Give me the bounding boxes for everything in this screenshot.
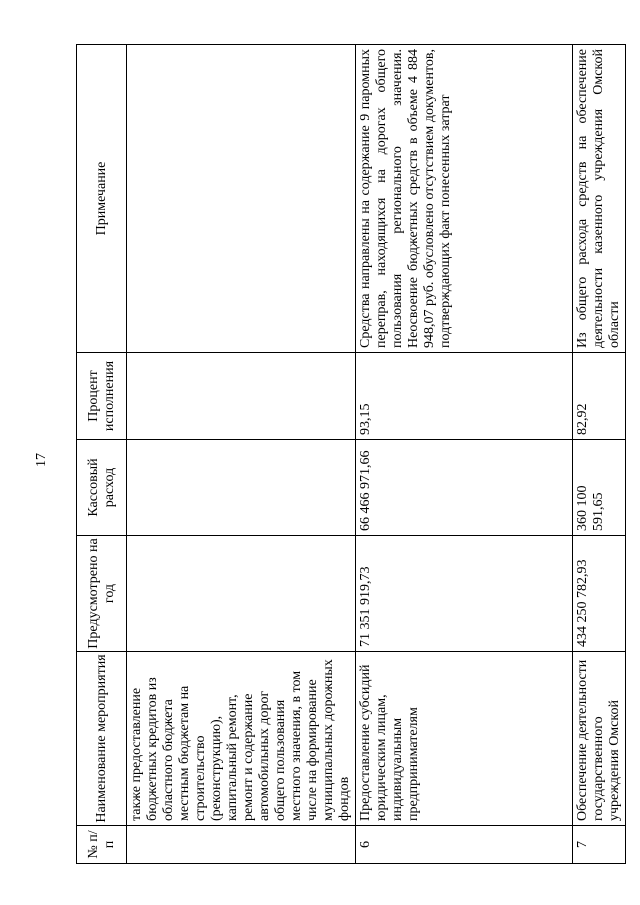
- page-number: 17: [34, 453, 49, 467]
- row-name: также предоставление бюджетных кредитов из областного бюджета местным бюджетам на строительство (реконструкцию), капитальный ремонт, ремонт и содержание автомобильных дорог общего пользования местного значения, в том числе на формирование муниципальных дорожных фондов: [127, 652, 356, 826]
- row-num: [127, 826, 356, 864]
- table-row: [573, 45, 626, 864]
- row-note: Из общего расхода средств на обеспечение деятельности казенного учреждения Омской области: [573, 45, 626, 353]
- row-num: 7: [573, 826, 626, 864]
- row-planned: [127, 536, 356, 652]
- table-row: [356, 45, 573, 864]
- row-name: Предоставление субсидий юридическим лицам, индивидуальным предпринимателям: [356, 652, 573, 826]
- row-planned: 434 250 782,93: [573, 536, 626, 652]
- row-expense: 66 466 971,66: [356, 440, 573, 536]
- row-num: 6: [356, 826, 573, 864]
- row-percent: 82,92: [573, 353, 626, 440]
- header-note: Примечание: [77, 45, 127, 353]
- table-header-row: [77, 45, 127, 864]
- header-planned: Предусмотрено на год: [77, 536, 127, 652]
- header-num: № п/п: [77, 826, 127, 864]
- row-expense: 360 100 591,65: [573, 440, 626, 536]
- header-percent: Процент исполнения: [77, 353, 127, 440]
- execution-table: [76, 44, 626, 864]
- row-note: [127, 45, 356, 353]
- table-row: [127, 45, 356, 864]
- header-expense: Кассовый расход: [77, 440, 127, 536]
- row-percent: [127, 353, 356, 440]
- row-note: Средства направлены на содержание 9 паромных переправ, находящихся на дорогах общего пользования регионального значения. Неосвоение бюджетных средств в объеме 4 884 948,07 руб. обусловлено отсутствием документов, подтверждающих факт понесенных затрат: [356, 45, 573, 353]
- header-name: Наименование мероприятия: [77, 652, 127, 826]
- row-planned: 71 351 919,73: [356, 536, 573, 652]
- row-name: Обеспечение деятельности государственного учреждения Омской: [573, 652, 626, 826]
- report-table-sheet: [76, 45, 622, 864]
- row-expense: [127, 440, 356, 536]
- row-percent: 93,15: [356, 353, 573, 440]
